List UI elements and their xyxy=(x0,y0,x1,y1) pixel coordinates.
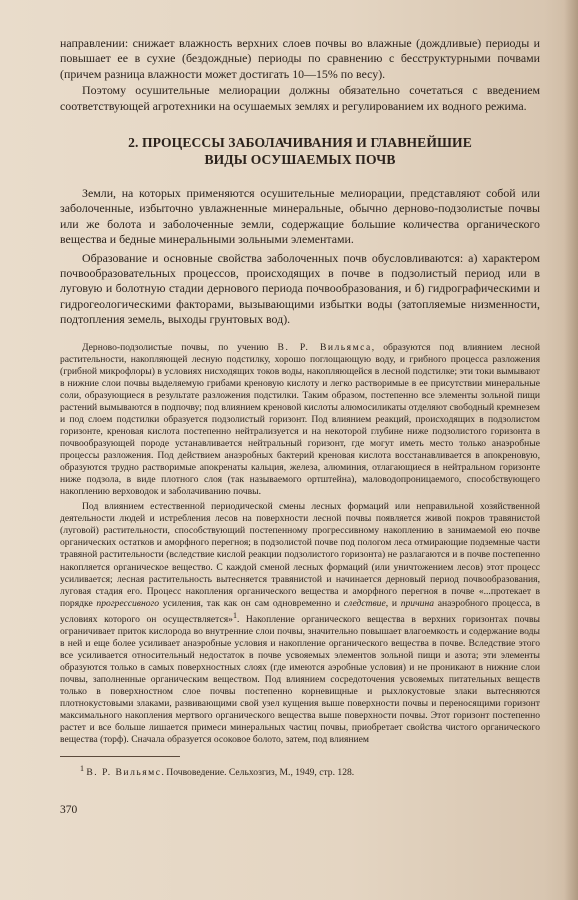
body-paragraph: Земли, на которых применяются осушительные мелиорации, представляют собой или заболоченные, избыточно увлажненные минеральные, обычно дерново-подзолистые почвы или же болота и заболоченные земли, содержащие большие количества органического вещества и бедные минеральными зольными элементами. xyxy=(60,186,540,247)
small-print-text xyxy=(60,342,540,747)
text-run: . Накопление органического вещества в верхних горизонтах почвы ограничивает приток кислорода во внутренние слои почвы, значительно повышает влагоемкость и содержание воды в ней и еще более усиливает анаэробные условия и накопление органического вещества в почве. Вследствие этого все усиливается относительный недостаток в почве усвояемых элементов зольной пищи и азота; эти элементы образуются только в самых поверхностных слоях (где имеются аэробные условия) и не проникают в нижние слои почвы, заполненные органическим веществом. Под влиянием сосредоточения усвояемых питательных веществ только в поверхностном слое почвы постепенно корневищные и рыхлокустовые злаки вытесняются плотнокустовыми злаками, развивающими свой узел кущения выше поверхности почвы и переносящими горизонт максимального накопления мертвого органического вещества выше поверхности почвы. Этот горизонт постепенно растет и все больше лишается примеси минеральных частиц почвы, приобретает свойства чистого органического вещества (торф). Сначала образуется осоковое болото, затем, под влиянием xyxy=(60,613,540,746)
section-heading xyxy=(60,134,540,168)
footnote-author: В. Р. Вильямс xyxy=(86,767,162,779)
page-number: 370 xyxy=(60,803,78,816)
emphasis: причина xyxy=(400,597,435,609)
section-heading-line: ВИДЫ ОСУШАЕМЫХ ПОЧВ xyxy=(204,152,396,168)
emphasis: прогрессивного xyxy=(96,597,160,609)
emphasis: следствие xyxy=(343,597,386,609)
footnote-text: . Почвоведение. Сельхозгиз, М., 1949, стр. 128. xyxy=(161,767,355,779)
small-paragraph xyxy=(60,501,540,746)
text-run: Дерново-подзолистые почвы, по учению xyxy=(82,341,278,353)
text-run: , образуются под влиянием лесной растительности, накопляющей лесную подстилку, хорошо поглощающую воду, и грибного процесса разложения (грибной микрофлоры) в условиях нисходящих токов воды, накопляющейся в лесной подстилке; эти токи вымывают в нижние слои почвы выделяемую грибами креновую кислоту и легко растворимые в ее присутствии минеральные соли, образующиеся в результате разложения подстилки. Таким образом, постепенно все элементы зольной пищи растений вымываются в подпочву; под влиянием креновой кислоты алюмосиликаты отделяют свободный кремнезем и под слоем подстилки образуется подзолистый горизонт. Под влиянием реакций, происходящих в подзолистом горизонте, креновая кислота постепенно нейтрализуется и на некоторой глубине ниже подзолистого горизонта в почвообразующей породе устанавливается нейтральный горизонт, где могут иметь место только анаэробные процессы разложения. Под действием анаэробных бактерий креновая кислота восстанавливается в апокреновую, образуются трудно растворимые апокренаты кальция, железа, алюминия, отлагающиеся в нейтральном горизонте ниже подзола, в виде плотного слоя (так называемого ортштейна), маловодопроницаемого, способствующего накоплению верховодок и заболачиванию почвы. xyxy=(60,341,540,498)
intro-paragraph: Поэтому осушительные мелиорации должны обязательно сочетаться с введением соответствующей агротехники на осушаемых землях и регулированием их водного режима. xyxy=(60,83,540,113)
intro-text xyxy=(60,36,540,114)
author-name: В. Р. Вильямса xyxy=(277,341,372,353)
footnote-marker: 1 xyxy=(232,610,237,620)
body-paragraph: Образование и основные свойства заболоченных почв обусловливаются: а) характером почвообразовательных процессов, происходящих в почве в подзолистый период или в луговую и болотную стадии дернового периода почвообразования, и б) гидрографическими и гидрогеологическими факторами, вызывающими избытки воды (затопляемые низменности, подтопления земель, выходы грунтовых вод). xyxy=(60,250,540,327)
lead-text xyxy=(60,186,540,328)
page-content xyxy=(60,36,540,816)
text-run: Под влиянием естественной периодической смены лесных формаций или неправильной хозяйственной деятельности людей и истребления лесов на поверхности лесной почвы появляется живой покров травянистой (луговой) растительности, способствующий постепенному прогрессивному накоплению в занимаемой ею почве органических остатков и аморфного перегноя; в подзолистой почве под пологом леса отмирающие подземные части травяной растительности (вследствие кислой реакции подзолистого горизонта) не разлагаются и в почве постепенно накопляется органическое вещество. С каждой сменой лесных формаций (или уничтожением лесов) этот процесс усиливается; лесная растительность вытесняется травянистой и начинается дерновый период почвообразования, луговая стадия его. Процесс накопления органического вещества и аморфного перегноя в почве «...протекает в порядке xyxy=(60,501,540,609)
footnote-rule xyxy=(60,756,180,757)
small-paragraph xyxy=(60,342,540,499)
footnote-number: 1 xyxy=(80,764,84,774)
page-spine-shadow xyxy=(564,0,578,900)
text-run: усиления, так как он сам одновременно и xyxy=(159,597,344,609)
text-run: анаэробного процесса, в условиях которого он осуществляется» xyxy=(60,597,540,625)
intro-paragraph: направлении: снижает влажность верхних слоев почвы во влажные (дождливые) периоды и повышает ее в сухие (бездождные) периоды по сравнению с бесструктурными почвами (причем разница влажности может достигать 10—15% по весу). xyxy=(60,36,540,81)
section-heading-line: 2. ПРОЦЕССЫ ЗАБОЛАЧИВАНИЯ И ГЛАВНЕЙШИЕ xyxy=(128,135,472,151)
text-run: , и xyxy=(385,597,401,609)
footnote xyxy=(60,763,540,779)
